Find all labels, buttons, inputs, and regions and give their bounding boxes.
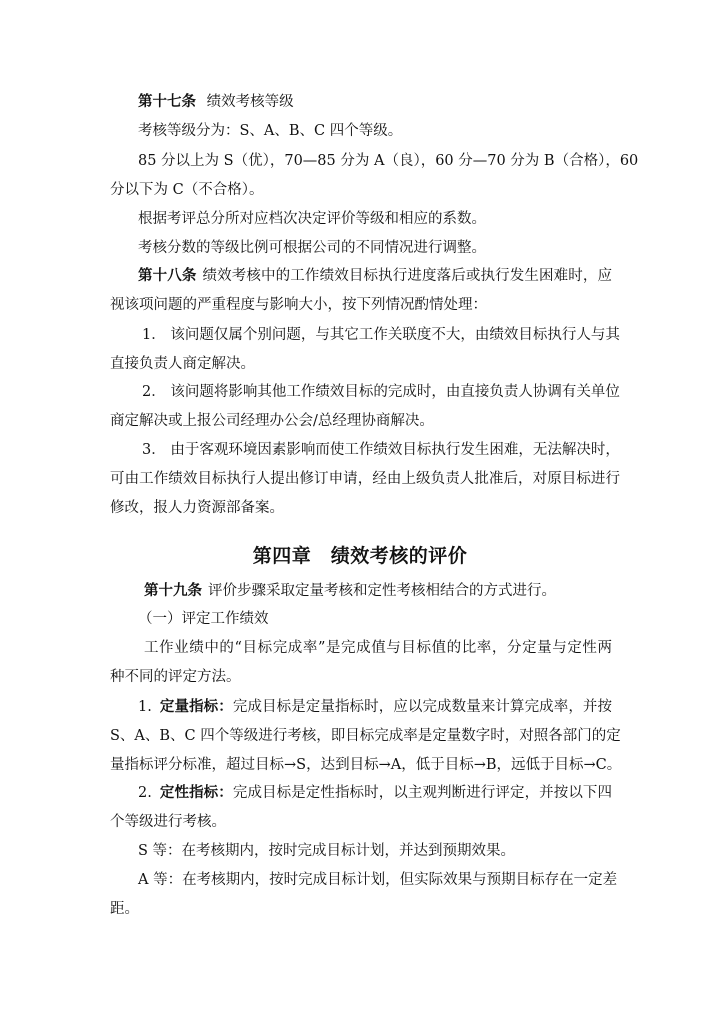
art18-label: 第十八条	[138, 267, 197, 284]
quant-line1	[138, 697, 612, 717]
qual-line2: 个等级进行考核。	[110, 814, 226, 830]
art17-p3: 根据考评总分所对应档次决定评价等级和相应的系数。	[138, 211, 486, 227]
art17-p2-line1: 85 分以上为 S（优），70—85 分为 A（良），60 分—70 分为 B（合格），60	[138, 153, 639, 169]
quant-line2: S、A、B、C 四个等级进行考核，即目标完成率是定量数字时，对照各部门的定	[110, 728, 621, 744]
art18-line2: 视该项问题的严重程度与影响大小，按下列情况酌情处理：	[110, 297, 487, 313]
quant-line3: 量指标评分标准，超过目标→S，达到目标→A，低于目标→B，远低于目标→C。	[110, 757, 622, 773]
art18-item3-line3: 修改，报人力资源部备案。	[110, 500, 284, 516]
art19-intro-line1: 工作业绩中的“目标完成率”是完成值与目标值的比率，分定量与定性两	[144, 640, 612, 656]
art18-item2-line1: 2． 该问题将影响其他工作绩效目标的完成时，由直接负责人协调有关单位	[142, 384, 620, 400]
art18-text-1: 绩效考核中的工作绩效目标执行进度落后或执行发生困难时，应	[202, 268, 613, 284]
art19-subsection-1: （一）评定工作绩效	[138, 611, 269, 627]
grade-a-line1: A 等：在考核期内，按时完成目标计划，但实际效果与预期目标存在一定差	[138, 872, 618, 888]
art17-p2-line2: 分以下为 C（不合格）。	[110, 182, 264, 198]
grade-a-line2: 距。	[110, 901, 139, 917]
art19-line1	[144, 581, 604, 601]
qual-line1	[138, 783, 612, 803]
art17-p4: 考核分数的等级比例可根据公司的不同情况进行调整。	[138, 240, 486, 256]
art17-p1: 考核等级分为：S、A、B、C 四个等级。	[138, 123, 403, 139]
art18-item3-line2: 可由工作绩效目标执行人提出修订申请，经由上级负责人批准后，对原目标进行	[110, 471, 620, 487]
grade-s-line: S 等：在考核期内，按时完成目标计划，并达到预期效果。	[138, 843, 516, 859]
qual-label: 定性指标：	[159, 784, 233, 801]
art18-item3-line1: 3． 由于客观环境因素影响而使工作绩效目标执行发生困难，无法解决时，	[142, 442, 620, 458]
art17-title: 绩效考核等级	[206, 94, 294, 110]
art18-item1-line2: 直接负责人商定解决。	[110, 356, 255, 372]
quant-text-1: 完成目标是定量指标时，应以完成数量来计算完成率，并按	[232, 699, 612, 715]
art18-item1-line1: 1． 该问题仅属个别问题，与其它工作关联度不大，由绩效目标执行人与其	[142, 327, 620, 343]
quant-label: 定量指标：	[159, 698, 233, 715]
art19-intro-line2: 种不同的评定方法。	[110, 669, 241, 685]
art19-label: 第十九条	[144, 582, 202, 599]
art17-heading	[138, 92, 538, 112]
art18-item2-line2: 商定解决或上报公司经理办公会/总经理协商解决。	[110, 413, 434, 429]
qual-text-1: 完成目标是定性指标时，以主观判断进行评定，并按以下四	[232, 785, 612, 801]
qual-number: 2.	[138, 785, 152, 801]
art19-text-1: 评价步骤采取定量考核和定性考核相结合的方式进行。	[208, 583, 556, 599]
quant-number: 1.	[138, 699, 152, 715]
art17-label: 第十七条	[138, 93, 196, 110]
chapter-heading: 第四章 绩效考核的评价	[252, 545, 468, 567]
art18-line1	[138, 266, 612, 286]
